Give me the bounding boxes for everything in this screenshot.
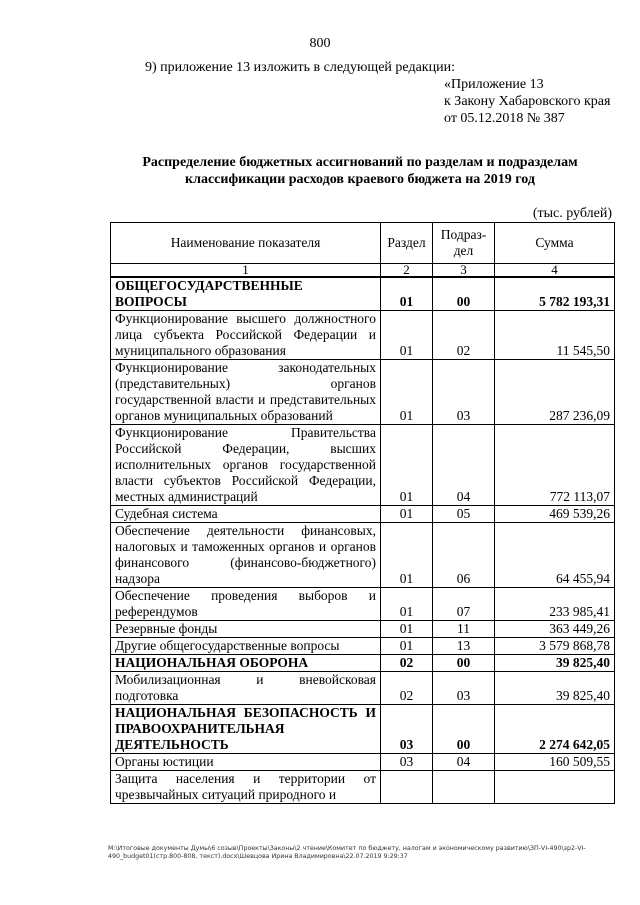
row-amount: 160 509,55 xyxy=(495,754,615,771)
row-amount: 39 825,40 xyxy=(495,672,615,705)
header-amount: Сумма xyxy=(495,223,615,264)
row-section: 03 xyxy=(381,705,433,754)
row-subsection: 00 xyxy=(433,277,495,311)
row-section: 01 xyxy=(381,638,433,655)
row-amount: 39 825,40 xyxy=(495,655,615,672)
table-header-row xyxy=(111,223,615,264)
budget-table xyxy=(110,222,615,804)
row-section: 01 xyxy=(381,506,433,523)
row-name: НАЦИОНАЛЬНАЯ БЕЗОПАСНОСТЬ И ПРАВООХРАНИТЕЛЬНАЯ ДЕЯТЕЛЬНОСТЬ xyxy=(111,705,381,754)
row-subsection: 07 xyxy=(433,588,495,621)
table-row xyxy=(111,311,615,360)
table-row xyxy=(111,523,615,588)
row-name: Защита населения и территории от чрезвычайных ситуаций природного и xyxy=(111,771,381,804)
table-row xyxy=(111,655,615,672)
row-name: Органы юстиции xyxy=(111,754,381,771)
row-section: 01 xyxy=(381,311,433,360)
col-number: 1 xyxy=(111,264,381,278)
row-subsection: 05 xyxy=(433,506,495,523)
col-number: 4 xyxy=(495,264,615,278)
row-amount: 772 113,07 xyxy=(495,425,615,506)
annex-line: «Приложение 13 xyxy=(444,77,544,92)
table-row xyxy=(111,771,615,804)
table-row xyxy=(111,360,615,425)
table-row xyxy=(111,672,615,705)
row-amount: 11 545,50 xyxy=(495,311,615,360)
table-row xyxy=(111,638,615,655)
row-amount: 5 782 193,31 xyxy=(495,277,615,311)
annex-reference xyxy=(444,76,610,127)
row-amount: 2 274 642,05 xyxy=(495,705,615,754)
row-name: Другие общегосударственные вопросы xyxy=(111,638,381,655)
row-section: 02 xyxy=(381,655,433,672)
row-amount: 64 455,94 xyxy=(495,523,615,588)
row-amount xyxy=(495,771,615,804)
row-name: ОБЩЕГОСУДАРСТВЕННЫЕ ВОПРОСЫ xyxy=(111,277,381,311)
row-name: Обеспечение деятельности финансовых, налоговых и таможенных органов и органов финансового (финансово-бюджетного) надзора xyxy=(111,523,381,588)
document-title xyxy=(100,154,620,188)
row-section: 01 xyxy=(381,277,433,311)
row-subsection: 03 xyxy=(433,360,495,425)
annex-line: к Закону Хабаровского края xyxy=(444,94,611,109)
page-number: 800 xyxy=(309,36,331,51)
row-name: Обеспечение проведения выборов и референдумов xyxy=(111,588,381,621)
col-number: 2 xyxy=(381,264,433,278)
row-section: 01 xyxy=(381,588,433,621)
row-subsection: 04 xyxy=(433,754,495,771)
row-amount: 287 236,09 xyxy=(495,360,615,425)
row-amount: 363 449,26 xyxy=(495,621,615,638)
table-row xyxy=(111,425,615,506)
table-row xyxy=(111,621,615,638)
title-line: классификации расходов краевого бюджета на 2019 год xyxy=(185,172,535,187)
row-subsection: 02 xyxy=(433,311,495,360)
row-section: 02 xyxy=(381,672,433,705)
header-section: Раздел xyxy=(381,223,433,264)
unit-label: (тыс. рублей) xyxy=(532,206,612,221)
table-row xyxy=(111,705,615,754)
col-number: 3 xyxy=(433,264,495,278)
row-subsection: 04 xyxy=(433,425,495,506)
table-row xyxy=(111,588,615,621)
intro-text: 9) приложение 13 изложить в следующей редакции: xyxy=(145,60,455,75)
file-path-footer: М:\Итоговые документы Думы\6 созыв\Проекты\Законы\2 чтение\Комитет по бюджету, налогам и экономическому развитию\ЗП-VI-490\зр2-VI-490_budget01(стр.800-808, текст).docx\Шевцова Ирина Владимировна\22.07.2019 9:29:37 xyxy=(108,845,586,860)
row-section: 01 xyxy=(381,360,433,425)
row-section xyxy=(381,771,433,804)
row-subsection: 06 xyxy=(433,523,495,588)
row-name: Судебная система xyxy=(111,506,381,523)
column-number-row xyxy=(111,264,615,278)
row-amount: 3 579 868,78 xyxy=(495,638,615,655)
row-amount: 469 539,26 xyxy=(495,506,615,523)
row-name: Резервные фонды xyxy=(111,621,381,638)
row-section: 01 xyxy=(381,621,433,638)
row-subsection: 00 xyxy=(433,705,495,754)
title-line: Распределение бюджетных ассигнований по разделам и подразделам xyxy=(142,155,578,170)
header-name: Наименование показателя xyxy=(111,223,381,264)
row-name: НАЦИОНАЛЬНАЯ ОБОРОНА xyxy=(111,655,381,672)
table-row xyxy=(111,754,615,771)
row-amount: 233 985,41 xyxy=(495,588,615,621)
row-subsection: 11 xyxy=(433,621,495,638)
table-row xyxy=(111,277,615,311)
header-subsection: Подраз-дел xyxy=(433,223,495,264)
row-section: 03 xyxy=(381,754,433,771)
table-row xyxy=(111,506,615,523)
row-subsection: 00 xyxy=(433,655,495,672)
table-body xyxy=(111,277,615,804)
row-section: 01 xyxy=(381,425,433,506)
row-name: Мобилизационная и вневойсковая подготовка xyxy=(111,672,381,705)
row-subsection xyxy=(433,771,495,804)
row-name: Функционирование законодательных (представительных) органов государственной власти и представительных органов муниципальных образований xyxy=(111,360,381,425)
row-subsection: 13 xyxy=(433,638,495,655)
row-name: Функционирование высшего должностного лица субъекта Российской Федерации и муниципального образования xyxy=(111,311,381,360)
row-subsection: 03 xyxy=(433,672,495,705)
annex-line: от 05.12.2018 № 387 xyxy=(444,111,565,126)
row-name: Функционирование Правительства Российской Федерации, высших исполнительных органов государственной власти субъектов Российской Федерации, местных администраций xyxy=(111,425,381,506)
row-section: 01 xyxy=(381,523,433,588)
